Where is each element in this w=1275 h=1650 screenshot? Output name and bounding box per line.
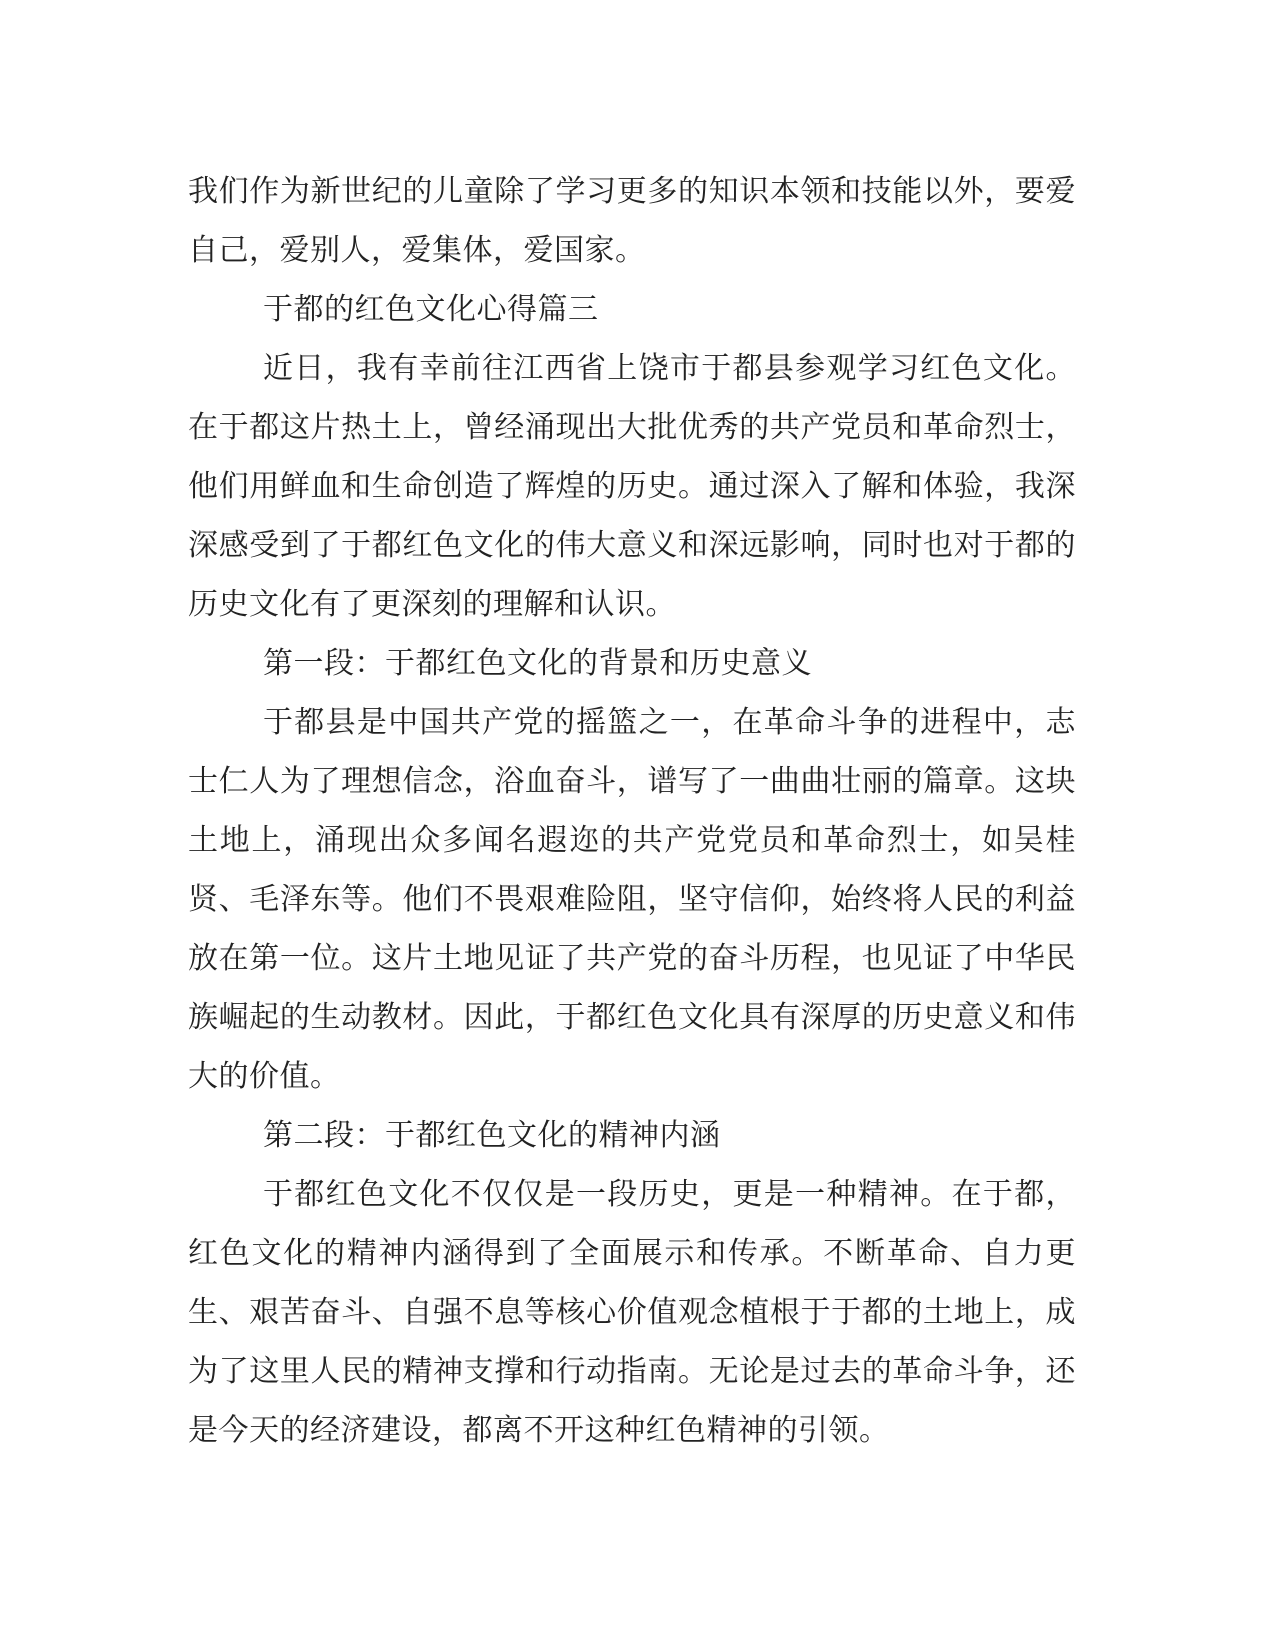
section-heading-one: 第一段：于都红色文化的背景和历史意义 xyxy=(263,646,812,681)
paragraph-closing-sentence: 我们作为新世纪的儿童除了学习更多的知识本领和技能以外，要爱自己，爱别人，爱集体，爱国家。 xyxy=(188,174,1076,268)
section-title-part-three: 于都的红色文化心得篇三 xyxy=(263,292,599,327)
paragraph-background: 于都县是中国共产党的摇篮之一，在革命斗争的进程中，志士仁人为了理想信念，浴血奋斗，谱写了一曲曲壮丽的篇章。这块土地上，涌现出众多闻名遐迩的共产党党员和革命烈士，如吴桂贤、毛泽东等。他们不畏艰难险阻，坚守信仰，始终将人民的利益放在第一位。这片土地见证了共产党的奋斗历程，也见证了中华民族崛起的生动教材。因此，于都红色文化具有深厚的历史意义和伟大的价值。 xyxy=(188,705,1076,1094)
section-heading-two: 第二段：于都红色文化的精神内涵 xyxy=(263,1118,721,1153)
document-body xyxy=(188,162,1076,1460)
paragraph-introduction: 近日，我有幸前往江西省上饶市于都县参观学习红色文化。在于都这片热土上，曾经涌现出大批优秀的共产党员和革命烈士，他们用鲜血和生命创造了辉煌的历史。通过深入了解和体验，我深深感受到了于都红色文化的伟大意义和深远影响，同时也对于都的历史文化有了更深刻的理解和认识。 xyxy=(188,351,1076,622)
paragraph-spirit: 于都红色文化不仅仅是一段历史，更是一种精神。在于都，红色文化的精神内涵得到了全面展示和传承。不断革命、自力更生、艰苦奋斗、自强不息等核心价值观念植根于于都的土地上，成为了这里人民的精神支撑和行动指南。无论是过去的革命斗争，还是今天的经济建设，都离不开这种红色精神的引领。 xyxy=(188,1177,1076,1448)
